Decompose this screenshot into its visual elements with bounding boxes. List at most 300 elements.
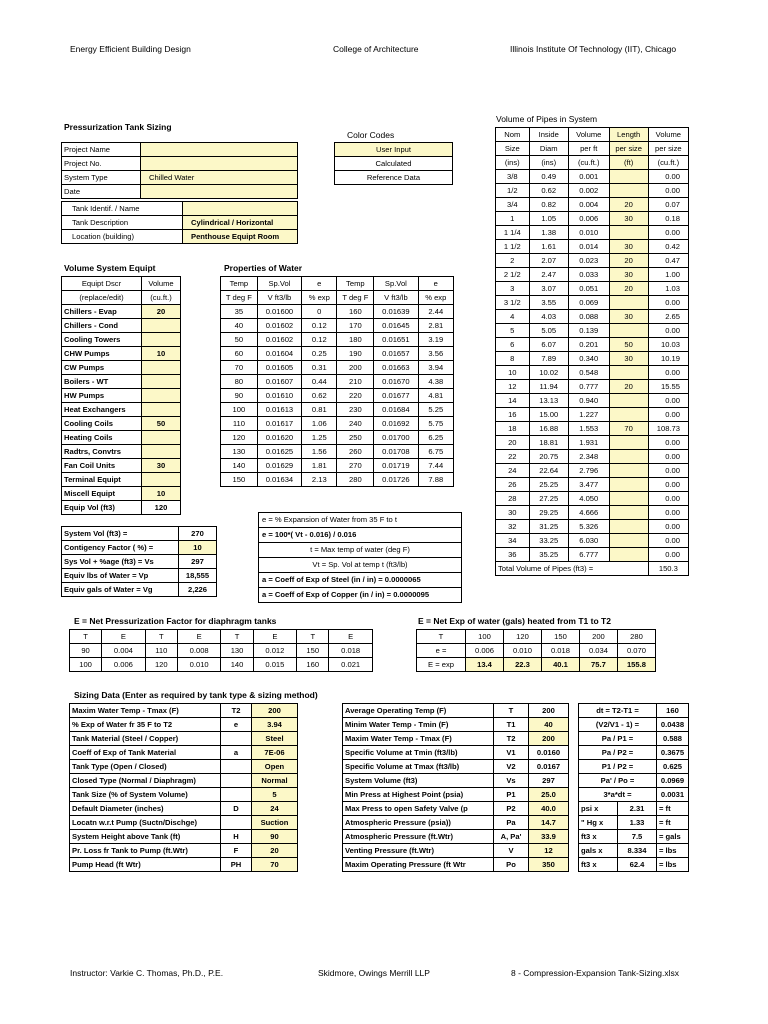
water-cell: 0.62 <box>302 389 337 403</box>
pipe-length-input[interactable] <box>609 450 648 464</box>
sizing-row <box>70 858 298 872</box>
sizing-right-value: 0.0438 <box>657 718 689 732</box>
pipes-header-cell: (ins) <box>496 156 530 170</box>
tank-info-value[interactable]: Chilled Water <box>141 171 298 185</box>
net-press-title: E = Net Pressurization Factor for diaphragm tanks <box>74 616 277 626</box>
pipe-row <box>496 450 689 464</box>
water-row <box>221 417 454 431</box>
sizing-label: Closed Type (Normal / Diaphragm) <box>70 774 221 788</box>
water-row <box>221 459 454 473</box>
pipe-row <box>496 282 689 296</box>
pipes-table <box>495 127 689 576</box>
pipe-row <box>496 366 689 380</box>
conversion-unit: = gals <box>657 830 689 844</box>
equip-row <box>62 319 181 333</box>
net-exp-header-cell: 100 <box>466 630 504 644</box>
sizing-symbol <box>221 760 252 774</box>
sizing-mid-symbol: V1 <box>494 746 529 760</box>
equip-volume-input[interactable] <box>141 361 180 375</box>
pipes-header-cell: Volume <box>648 128 688 142</box>
water-cell: 170 <box>337 319 374 333</box>
tank-info-value[interactable]: Penthouse Equipt Room <box>183 230 298 244</box>
equip-volume-input[interactable]: 50 <box>141 417 180 431</box>
equip-header-cell: (cu.ft.) <box>141 291 180 305</box>
equip-name: Terminal Equipt <box>62 473 142 487</box>
pipe-length-input[interactable] <box>609 366 648 380</box>
equip-calc-value: 297 <box>179 555 217 569</box>
color-code-reference: Reference Data <box>335 171 453 185</box>
equip-calc-row <box>62 527 217 541</box>
pipe-length-input[interactable] <box>609 534 648 548</box>
sizing-mid-value[interactable]: 25.0 <box>529 788 569 802</box>
sizing-mid-value[interactable]: 14.7 <box>529 816 569 830</box>
net-press-row <box>70 658 373 672</box>
pipe-cell: 0.00 <box>648 394 688 408</box>
sizing-mid-label: Venting Pressure (ft.Wtr) <box>343 844 494 858</box>
water-cell: 0.01639 <box>374 305 418 319</box>
net-press-cell: 0.006 <box>102 658 146 672</box>
pipe-cell: 22.64 <box>529 464 568 478</box>
pipe-cell: 1.61 <box>529 240 568 254</box>
sizing-mid-label: Atmospheric Pressure (psia)) <box>343 816 494 830</box>
pipe-row <box>496 408 689 422</box>
pipe-cell: 31.25 <box>529 520 568 534</box>
sizing-mid-value: 297 <box>529 774 569 788</box>
pipes-header-row <box>496 156 689 170</box>
sizing-mid-value[interactable]: 33.9 <box>529 830 569 844</box>
sizing-input[interactable]: Suction <box>252 816 298 830</box>
sizing-row <box>70 802 298 816</box>
net-exp-cell: E = exp <box>417 658 466 672</box>
water-cell: 250 <box>337 431 374 445</box>
pipe-cell: 20.75 <box>529 450 568 464</box>
equip-header-row <box>62 291 181 305</box>
water-cell: 0.01613 <box>257 403 301 417</box>
water-cell: 0.01708 <box>374 445 418 459</box>
footer-right: 8 - Compression-Expansion Tank-Sizing.xlsx <box>511 968 680 978</box>
water-cell: 5.75 <box>418 417 453 431</box>
equip-row <box>62 487 181 501</box>
water-cell: 270 <box>337 459 374 473</box>
pipe-length-input[interactable]: 30 <box>609 268 648 282</box>
color-codes-table <box>334 142 453 185</box>
conversion-factor: 62.4 <box>618 858 657 872</box>
equip-calc-value[interactable]: 10 <box>179 541 217 555</box>
equip-volume-input[interactable] <box>141 375 180 389</box>
sizing-input[interactable]: 200 <box>252 704 298 718</box>
sizing-mid-row <box>343 816 569 830</box>
pipe-length-input[interactable]: 20 <box>609 254 648 268</box>
sizing-mid-row <box>343 858 569 872</box>
water-cell: 140 <box>221 459 258 473</box>
pipe-cell: 0.00 <box>648 436 688 450</box>
color-code-calculated: Calculated <box>335 157 453 171</box>
water-cell: 210 <box>337 375 374 389</box>
sizing-mid-symbol: Pa <box>494 816 529 830</box>
net-press-header-cell: E <box>177 630 221 644</box>
pipe-cell: 10.02 <box>529 366 568 380</box>
equip-name: HW Pumps <box>62 389 142 403</box>
pipes-header-cell: (cu.ft.) <box>568 156 609 170</box>
equip-volume-input[interactable] <box>141 431 180 445</box>
tank-title: Pressurization Tank Sizing <box>64 122 172 132</box>
conversion-label: gals x <box>579 844 618 858</box>
pipes-header-cell: Volume <box>568 128 609 142</box>
water-notes <box>258 512 462 603</box>
equip-name: CW Pumps <box>62 361 142 375</box>
sizing-mid-value[interactable]: 350 <box>529 858 569 872</box>
tank-info-value[interactable]: Cylindrical / Horizontal <box>183 216 298 230</box>
water-note: t = Max temp of water (deg F) <box>258 543 462 558</box>
sizing-right-label: dt = T2-T1 = <box>579 704 657 718</box>
water-header-cell: e <box>302 277 337 291</box>
tank-info-row <box>62 185 298 199</box>
sizing-right-row <box>579 802 689 816</box>
net-press-cell: 0.008 <box>177 644 221 658</box>
water-cell: 1.81 <box>302 459 337 473</box>
sizing-right-label: P1 / P2 = <box>579 760 657 774</box>
net-press-header-cell: E <box>329 630 373 644</box>
water-note: a = Coeff of Exp of Steel (in / in) = 0.0000065 <box>258 573 462 588</box>
water-cell: 2.81 <box>418 319 453 333</box>
pipe-length-input[interactable]: 50 <box>609 338 648 352</box>
equip-row <box>62 431 181 445</box>
pipe-cell: 3.477 <box>568 478 609 492</box>
water-cell: 0.01634 <box>257 473 301 487</box>
pipe-length-input[interactable]: 20 <box>609 380 648 394</box>
pipe-length-input[interactable] <box>609 184 648 198</box>
sizing-mid-value[interactable]: 200 <box>529 732 569 746</box>
equip-volume-input[interactable] <box>141 389 180 403</box>
pipe-cell: 4.666 <box>568 506 609 520</box>
pipe-cell: 0.548 <box>568 366 609 380</box>
pipe-length-input[interactable] <box>609 520 648 534</box>
pipe-cell: 0.00 <box>648 548 688 562</box>
sizing-mid-row <box>343 704 569 718</box>
pipe-length-input[interactable] <box>609 408 648 422</box>
pipe-length-input[interactable] <box>609 226 648 240</box>
tank-info-value[interactable] <box>141 157 298 171</box>
pipe-length-input[interactable] <box>609 506 648 520</box>
net-press-cell: 130 <box>221 644 253 658</box>
sizing-input[interactable]: 5 <box>252 788 298 802</box>
pipe-length-input[interactable]: 70 <box>609 422 648 436</box>
sizing-mid-row <box>343 746 569 760</box>
pipe-cell: 0.006 <box>568 212 609 226</box>
pipe-row <box>496 352 689 366</box>
pipe-cell: 27.25 <box>529 492 568 506</box>
water-cell: 180 <box>337 333 374 347</box>
water-cell: 0.44 <box>302 375 337 389</box>
water-cell: 0.01605 <box>257 361 301 375</box>
sizing-mid-label: System Volume (ft3) <box>343 774 494 788</box>
equip-row <box>62 305 181 319</box>
pipe-cell: 0.139 <box>568 324 609 338</box>
net-press-cell: 100 <box>70 658 102 672</box>
pipe-cell: 34 <box>496 534 530 548</box>
pipe-cell: 2.796 <box>568 464 609 478</box>
pipes-header-row <box>496 142 689 156</box>
water-cell: 260 <box>337 445 374 459</box>
net-exp-cell: 13.4 <box>466 658 504 672</box>
sizing-right-row <box>579 788 689 802</box>
tank-info-value[interactable] <box>141 185 298 199</box>
header-center: College of Architecture <box>333 44 419 54</box>
water-cell: 3.56 <box>418 347 453 361</box>
net-exp-cell: 0.018 <box>541 644 579 658</box>
pipe-length-input[interactable] <box>609 548 648 562</box>
pipes-total-row <box>496 562 689 576</box>
net-press-header-cell: T <box>145 630 177 644</box>
pipe-length-input[interactable] <box>609 436 648 450</box>
pipe-cell: 0.00 <box>648 520 688 534</box>
pipe-cell: 4.050 <box>568 492 609 506</box>
tank-info-row <box>62 216 298 230</box>
water-cell: 110 <box>221 417 258 431</box>
pipe-length-input[interactable] <box>609 170 648 184</box>
pipe-cell: 1.03 <box>648 282 688 296</box>
pipe-cell: 0.18 <box>648 212 688 226</box>
pipe-row <box>496 296 689 310</box>
sizing-mid-label: Minim Water Temp - Tmin (F) <box>343 718 494 732</box>
pipe-cell: 0.00 <box>648 450 688 464</box>
pipe-row <box>496 506 689 520</box>
conversion-unit: = ft <box>657 816 689 830</box>
sizing-table <box>69 703 298 872</box>
equip-calc-row <box>62 569 217 583</box>
pipes-header-cell: per ft <box>568 142 609 156</box>
water-header-cell: T deg F <box>337 291 374 305</box>
net-press-row <box>70 644 373 658</box>
sizing-label: Tank Size (% of System Volume) <box>70 788 221 802</box>
pipe-row <box>496 548 689 562</box>
pipes-header-cell: per size <box>609 142 648 156</box>
color-code-input: User Input <box>335 143 453 157</box>
pipe-cell: 2.348 <box>568 450 609 464</box>
pipe-length-input[interactable]: 30 <box>609 240 648 254</box>
pipe-length-input[interactable] <box>609 478 648 492</box>
net-press-cell: 0.018 <box>329 644 373 658</box>
tank-info-value[interactable] <box>183 202 298 216</box>
equip-table <box>61 276 181 515</box>
sizing-right-label: (V2/V1 - 1) = <box>579 718 657 732</box>
pipe-length-input[interactable]: 20 <box>609 198 648 212</box>
water-row <box>221 431 454 445</box>
sizing-right-row <box>579 746 689 760</box>
equip-vol-label: Equip Vol (ft3) <box>62 501 142 515</box>
water-cell: 3.19 <box>418 333 453 347</box>
sizing-mid-value[interactable]: 40.0 <box>529 802 569 816</box>
equip-volume-input[interactable]: 20 <box>141 305 180 319</box>
equip-volume-input[interactable] <box>141 445 180 459</box>
water-row <box>221 375 454 389</box>
pipe-cell: 13.13 <box>529 394 568 408</box>
water-header-cell: Temp <box>337 277 374 291</box>
equip-row <box>62 403 181 417</box>
equip-calc-table <box>61 526 217 597</box>
pipe-length-input[interactable] <box>609 464 648 478</box>
sizing-mid-label: Specific Volume at Tmax (ft3/lb) <box>343 760 494 774</box>
pipe-cell: 0.010 <box>568 226 609 240</box>
pipe-cell: 0.07 <box>648 198 688 212</box>
sizing-label: Pump Head (ft Wtr) <box>70 858 221 872</box>
water-cell: 160 <box>337 305 374 319</box>
equip-volume-input[interactable] <box>141 319 180 333</box>
equip-header-cell: Equipt Dscr <box>62 277 142 291</box>
sizing-mid-row <box>343 760 569 774</box>
pipes-header-cell: Diam <box>529 142 568 156</box>
water-header-cell: Sp.Vol <box>257 277 301 291</box>
equip-name: Miscell Equipt <box>62 487 142 501</box>
equip-row <box>62 445 181 459</box>
conversion-label: ft3 x <box>579 830 618 844</box>
sizing-input[interactable]: 24 <box>252 802 298 816</box>
sizing-symbol: a <box>221 746 252 760</box>
water-cell: 100 <box>221 403 258 417</box>
net-exp-header-cell: T <box>417 630 466 644</box>
sizing-mid-symbol: Po <box>494 858 529 872</box>
net-exp-header-row <box>417 630 656 644</box>
sizing-symbol <box>221 774 252 788</box>
pipe-cell: 6.777 <box>568 548 609 562</box>
pipe-cell: 0.004 <box>568 198 609 212</box>
pipe-cell: 0.340 <box>568 352 609 366</box>
tank-info-value[interactable] <box>141 143 298 157</box>
equip-calc-row <box>62 541 217 555</box>
pipe-cell: 0.069 <box>568 296 609 310</box>
net-press-header-cell: E <box>102 630 146 644</box>
sizing-input[interactable]: 7E-06 <box>252 746 298 760</box>
net-press-header-cell: T <box>70 630 102 644</box>
pipes-header-cell: Inside <box>529 128 568 142</box>
water-row <box>221 305 454 319</box>
pipe-length-input[interactable]: 20 <box>609 282 648 296</box>
pipes-header-cell: Length <box>609 128 648 142</box>
sizing-mid-symbol: V <box>494 844 529 858</box>
equip-volume-input[interactable] <box>141 403 180 417</box>
equip-calc-row <box>62 583 217 597</box>
pipe-cell: 0.002 <box>568 184 609 198</box>
net-press-cell: 0.010 <box>177 658 221 672</box>
net-press-header-cell: T <box>297 630 329 644</box>
sizing-input[interactable]: Steel <box>252 732 298 746</box>
sizing-right-label: Pa / P2 = <box>579 746 657 760</box>
sizing-input[interactable]: 3.94 <box>252 718 298 732</box>
pipe-length-input[interactable]: 30 <box>609 310 648 324</box>
sizing-row <box>70 704 298 718</box>
equip-name: Chillers - Evap <box>62 305 142 319</box>
pipe-row <box>496 268 689 282</box>
tank-info-table <box>61 142 298 199</box>
equip-header-cell: (replace/edit) <box>62 291 142 305</box>
pipe-cell: 18.81 <box>529 436 568 450</box>
sizing-mid-value[interactable]: 40 <box>529 718 569 732</box>
sizing-input[interactable]: 70 <box>252 858 298 872</box>
water-cell: 0.01657 <box>374 347 418 361</box>
pipe-length-input[interactable] <box>609 492 648 506</box>
sizing-symbol: F <box>221 844 252 858</box>
equip-volume-input[interactable] <box>141 473 180 487</box>
equip-volume-input[interactable]: 30 <box>141 459 180 473</box>
pipe-length-input[interactable] <box>609 296 648 310</box>
sizing-input[interactable]: 90 <box>252 830 298 844</box>
sizing-mid-value[interactable]: 12 <box>529 844 569 858</box>
water-cell: 0.01617 <box>257 417 301 431</box>
net-press-cell: 110 <box>145 644 177 658</box>
water-cell: 0.01651 <box>374 333 418 347</box>
water-header-cell: e <box>418 277 453 291</box>
pipe-length-input[interactable] <box>609 394 648 408</box>
water-cell: 4.38 <box>418 375 453 389</box>
sizing-input[interactable]: 20 <box>252 844 298 858</box>
equip-volume-input[interactable]: 10 <box>141 347 180 361</box>
sizing-symbol: H <box>221 830 252 844</box>
pipe-length-input[interactable]: 30 <box>609 352 648 366</box>
sizing-symbol: PH <box>221 858 252 872</box>
pipe-cell: 35.25 <box>529 548 568 562</box>
equip-name: Boilers - WT <box>62 375 142 389</box>
water-cell: 0.01620 <box>257 431 301 445</box>
pipe-cell: 0.62 <box>529 184 568 198</box>
equip-row <box>62 459 181 473</box>
water-header-cell: % exp <box>302 291 337 305</box>
pipe-row <box>496 394 689 408</box>
equip-name: Radtrs, Convtrs <box>62 445 142 459</box>
pipe-cell: 0.777 <box>568 380 609 394</box>
sizing-input[interactable]: Normal <box>252 774 298 788</box>
sizing-mid-symbol: T1 <box>494 718 529 732</box>
sizing-right-row <box>579 760 689 774</box>
pipe-cell: 5 <box>496 324 530 338</box>
equip-row <box>62 375 181 389</box>
pipes-header-cell: (ins) <box>529 156 568 170</box>
color-codes-title: Color Codes <box>347 130 395 140</box>
water-header-row <box>221 277 454 291</box>
net-exp-header-cell: 280 <box>617 630 655 644</box>
net-exp-cell: 40.1 <box>541 658 579 672</box>
sizing-right-value: 0.625 <box>657 760 689 774</box>
pipe-row <box>496 478 689 492</box>
pipe-cell: 1 1/4 <box>496 226 530 240</box>
sizing-mid-row <box>343 844 569 858</box>
sizing-input[interactable]: Open <box>252 760 298 774</box>
sizing-mid-label: Min Press at Highest Point (psia) <box>343 788 494 802</box>
conversion-label: " Hg x <box>579 816 618 830</box>
equip-volume-input[interactable] <box>141 333 180 347</box>
equip-calc-value: 2,226 <box>179 583 217 597</box>
tank-info-label: Tank Identif. / Name <box>62 202 183 216</box>
sizing-mid-symbol: P2 <box>494 802 529 816</box>
net-exp-cell: 0.070 <box>617 644 655 658</box>
pipe-cell: 10.19 <box>648 352 688 366</box>
pipe-cell: 0.00 <box>648 296 688 310</box>
net-exp-header-cell: 200 <box>579 630 617 644</box>
pipe-cell: 1/2 <box>496 184 530 198</box>
equip-volume-input[interactable]: 10 <box>141 487 180 501</box>
pipe-cell: 0.001 <box>568 170 609 184</box>
pipe-length-input[interactable]: 30 <box>609 212 648 226</box>
pipe-length-input[interactable] <box>609 324 648 338</box>
pipe-cell: 25.25 <box>529 478 568 492</box>
net-press-cell: 140 <box>221 658 253 672</box>
sizing-label: Tank Material (Steel / Copper) <box>70 732 221 746</box>
equip-row <box>62 389 181 403</box>
water-cell: 130 <box>221 445 258 459</box>
sizing-mid-symbol: T <box>494 704 529 718</box>
pipe-cell: 1.931 <box>568 436 609 450</box>
equip-name: Chillers - Cond <box>62 319 142 333</box>
water-row <box>221 333 454 347</box>
